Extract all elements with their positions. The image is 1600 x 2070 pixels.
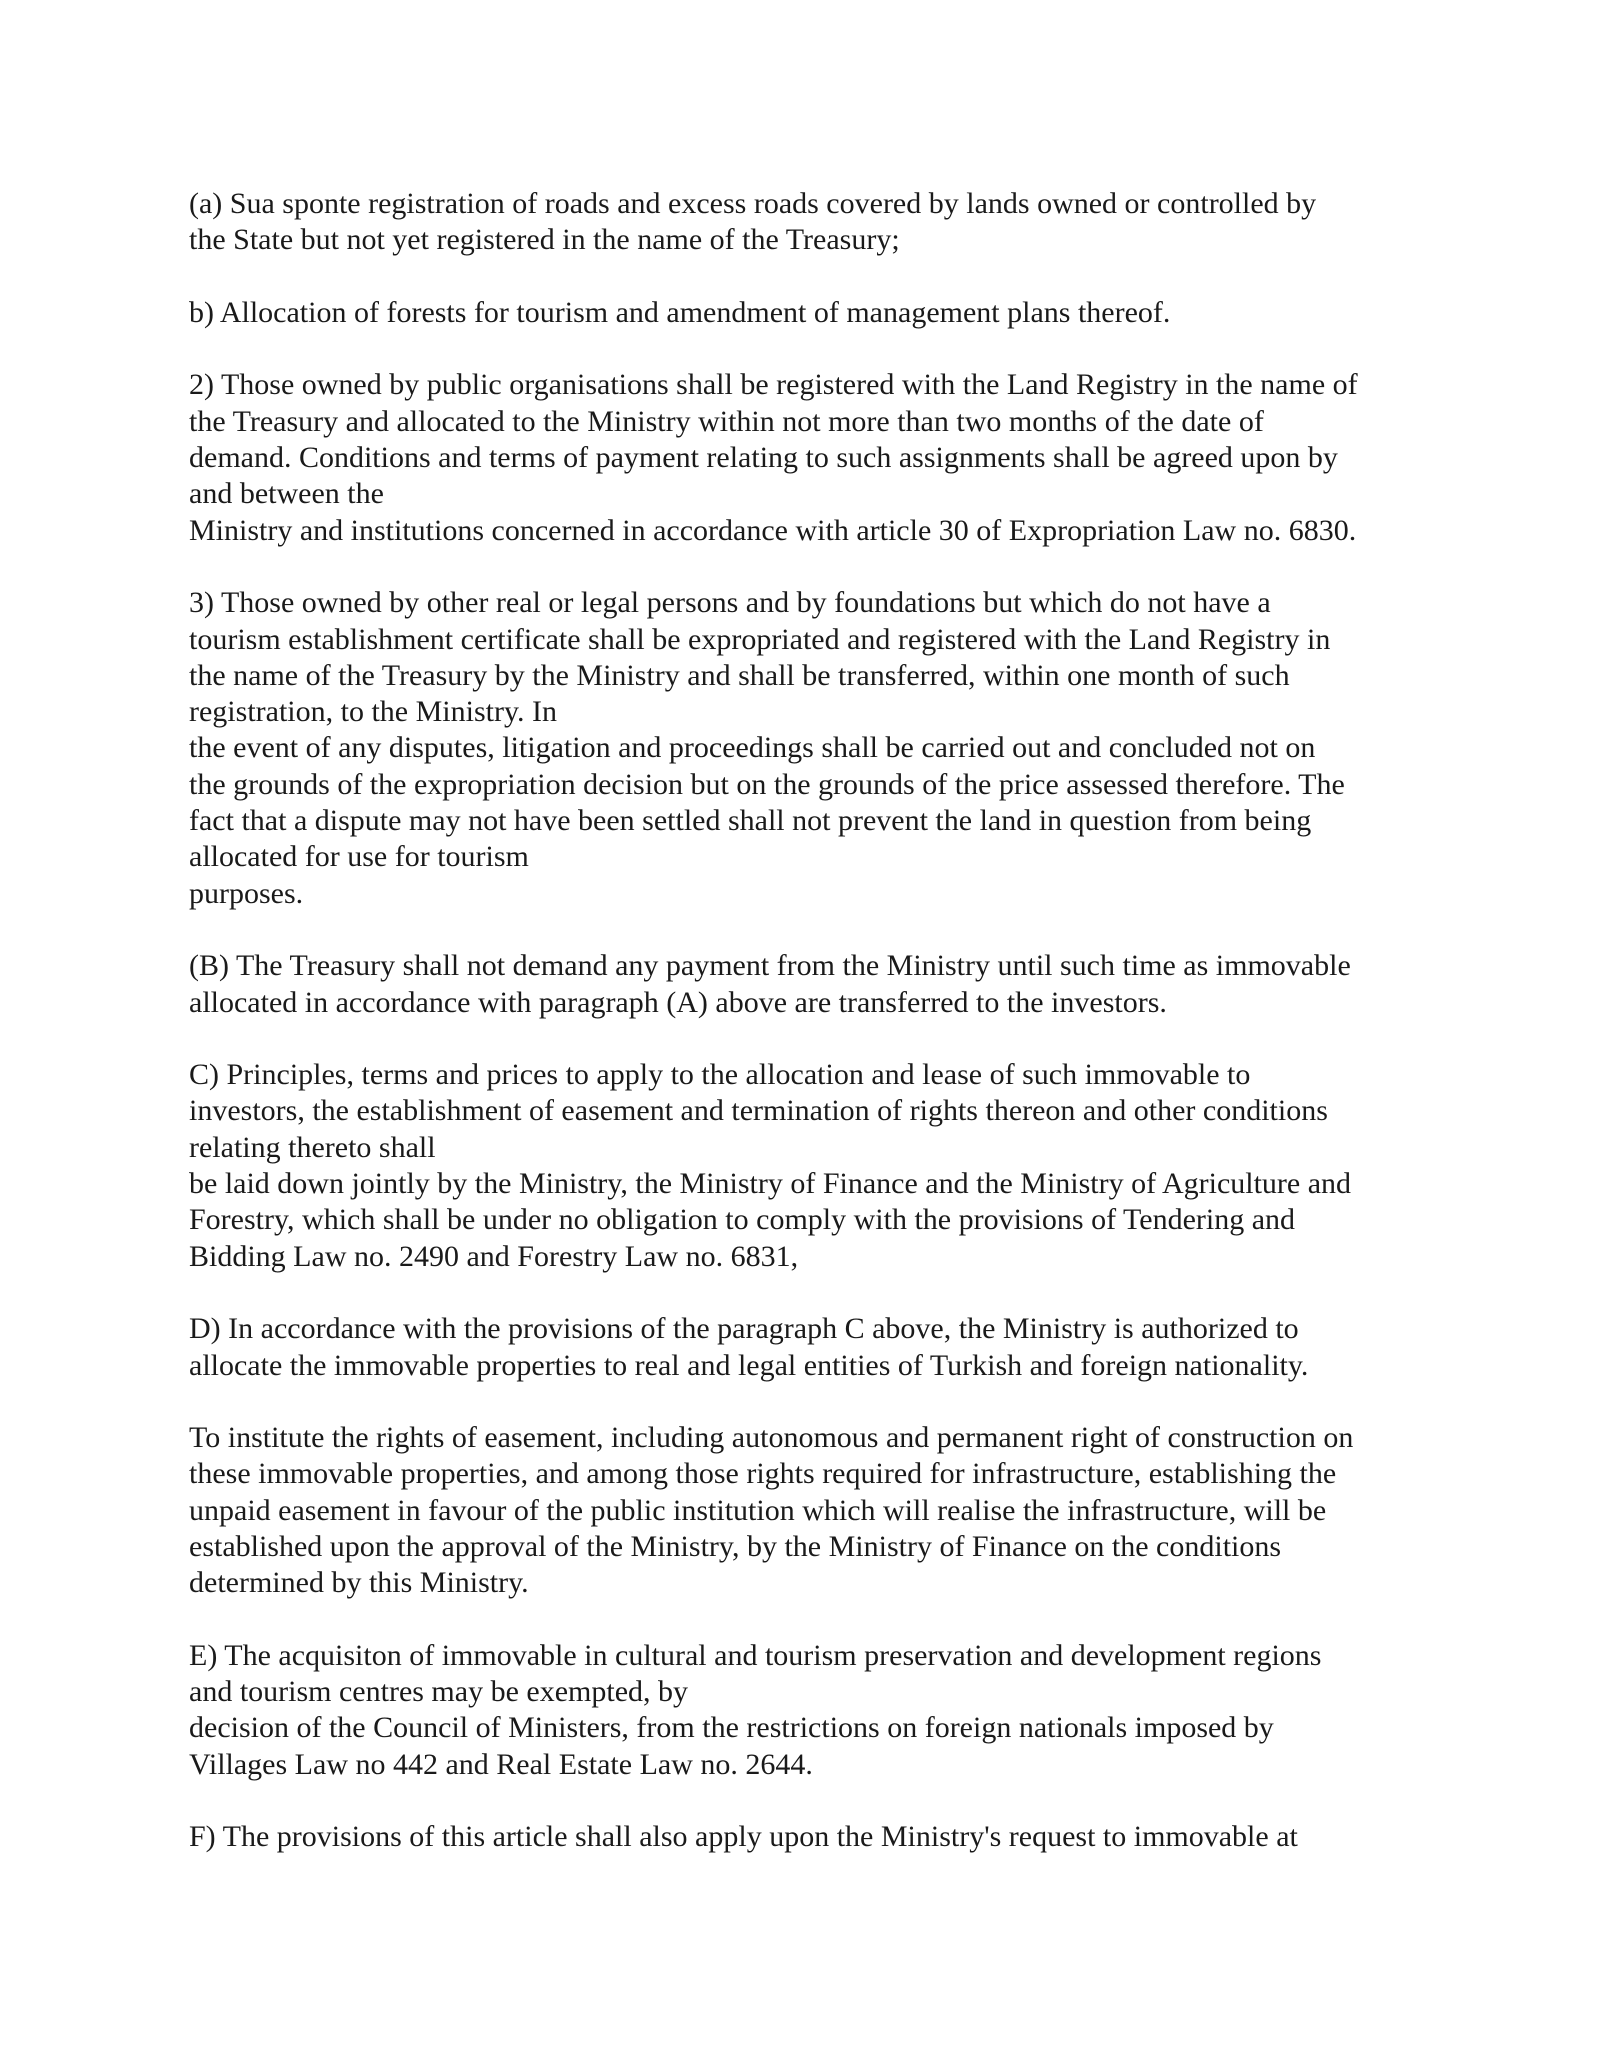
text-line: decision of the Council of Ministers, from the restrictions on foreign nationals imposed by (189, 1711, 1274, 1745)
text-line: E) The acquisiton of immovable in cultural and tourism preservation and development regions (189, 1638, 1322, 1672)
text-line: purposes. (189, 876, 304, 910)
paragraph (189, 948, 1449, 1021)
text-line: Forestry, which shall be under no obligation to comply with the provisions of Tendering and (189, 1203, 1296, 1237)
paragraph (189, 367, 1449, 548)
text-line: allocate the immovable properties to real and legal entities of Turkish and foreign nationality. (189, 1348, 1309, 1382)
text-line: b) Allocation of forests for tourism and amendment of management plans thereof. (189, 295, 1171, 329)
text-line: unpaid easement in favour of the public institution which will realise the infrastructure, will be (189, 1493, 1327, 1527)
paragraph (189, 1420, 1449, 1601)
paragraph (189, 1311, 1449, 1384)
paragraph (189, 585, 1449, 912)
text-line: be laid down jointly by the Ministry, the Ministry of Finance and the Ministry of Agriculture and (189, 1167, 1352, 1201)
text-line: F) The provisions of this article shall also apply upon the Ministry's request to immovable at (189, 1820, 1298, 1854)
text-line: Ministry and institutions concerned in accordance with article 30 of Expropriation Law no. 6830. (189, 513, 1357, 547)
paragraph (189, 1819, 1449, 1855)
text-line: registration, to the Ministry. In (189, 695, 557, 729)
text-line: demand. Conditions and terms of payment relating to such assignments shall be agreed upon by (189, 441, 1338, 475)
text-line: the grounds of the expropriation decision but on the grounds of the price assessed therefore. The (189, 767, 1345, 801)
text-line: allocated in accordance with paragraph (A) above are transferred to the investors. (189, 985, 1167, 1019)
paragraph (189, 1057, 1449, 1275)
text-line: relating thereto shall (189, 1130, 436, 1164)
text-line: the State but not yet registered in the name of the Treasury; (189, 223, 900, 257)
text-line: tourism establishment certificate shall be expropriated and registered with the Land Registry in (189, 622, 1331, 656)
paragraph (189, 1638, 1449, 1783)
text-line: and between the (189, 477, 384, 511)
text-line: the event of any disputes, litigation and proceedings shall be carried out and concluded not on (189, 731, 1316, 765)
text-line: D) In accordance with the provisions of the paragraph C above, the Ministry is authorized to (189, 1312, 1299, 1346)
text-line: Villages Law no 442 and Real Estate Law no. 2644. (189, 1747, 813, 1781)
text-line: the name of the Treasury by the Ministry and shall be transferred, within one month of such (189, 658, 1290, 692)
text-line: (a) Sua sponte registration of roads and excess roads covered by lands owned or controlled by (189, 187, 1317, 220)
text-line: allocated for use for tourism (189, 840, 529, 874)
text-line: 3) Those owned by other real or legal persons and by foundations but which do not have a (189, 586, 1271, 620)
text-line: C) Principles, terms and prices to apply to the allocation and lease of such immovable to (189, 1058, 1251, 1092)
text-line: investors, the establishment of easement and termination of rights thereon and other conditions (189, 1094, 1328, 1128)
document-body (189, 186, 1449, 1892)
text-line: fact that a dispute may not have been settled shall not prevent the land in question from being (189, 804, 1312, 838)
text-line: To institute the rights of easement, including autonomous and permanent right of construction on (189, 1421, 1354, 1455)
text-line: and tourism centres may be exempted, by (189, 1675, 689, 1709)
text-line: the Treasury and allocated to the Ministry within not more than two months of the date of (189, 404, 1264, 438)
text-line: Bidding Law no. 2490 and Forestry Law no. 6831, (189, 1239, 799, 1273)
text-line: determined by this Ministry. (189, 1566, 529, 1600)
text-line: these immovable properties, and among those rights required for infrastructure, establishing the (189, 1457, 1337, 1491)
text-line: established upon the approval of the Ministry, by the Ministry of Finance on the conditions (189, 1529, 1282, 1563)
text-line: 2) Those owned by public organisations shall be registered with the Land Registry in the name of (189, 368, 1358, 402)
paragraph (189, 295, 1449, 331)
paragraph (189, 186, 1449, 259)
text-line: (B) The Treasury shall not demand any payment from the Ministry until such time as immovable (189, 949, 1351, 983)
